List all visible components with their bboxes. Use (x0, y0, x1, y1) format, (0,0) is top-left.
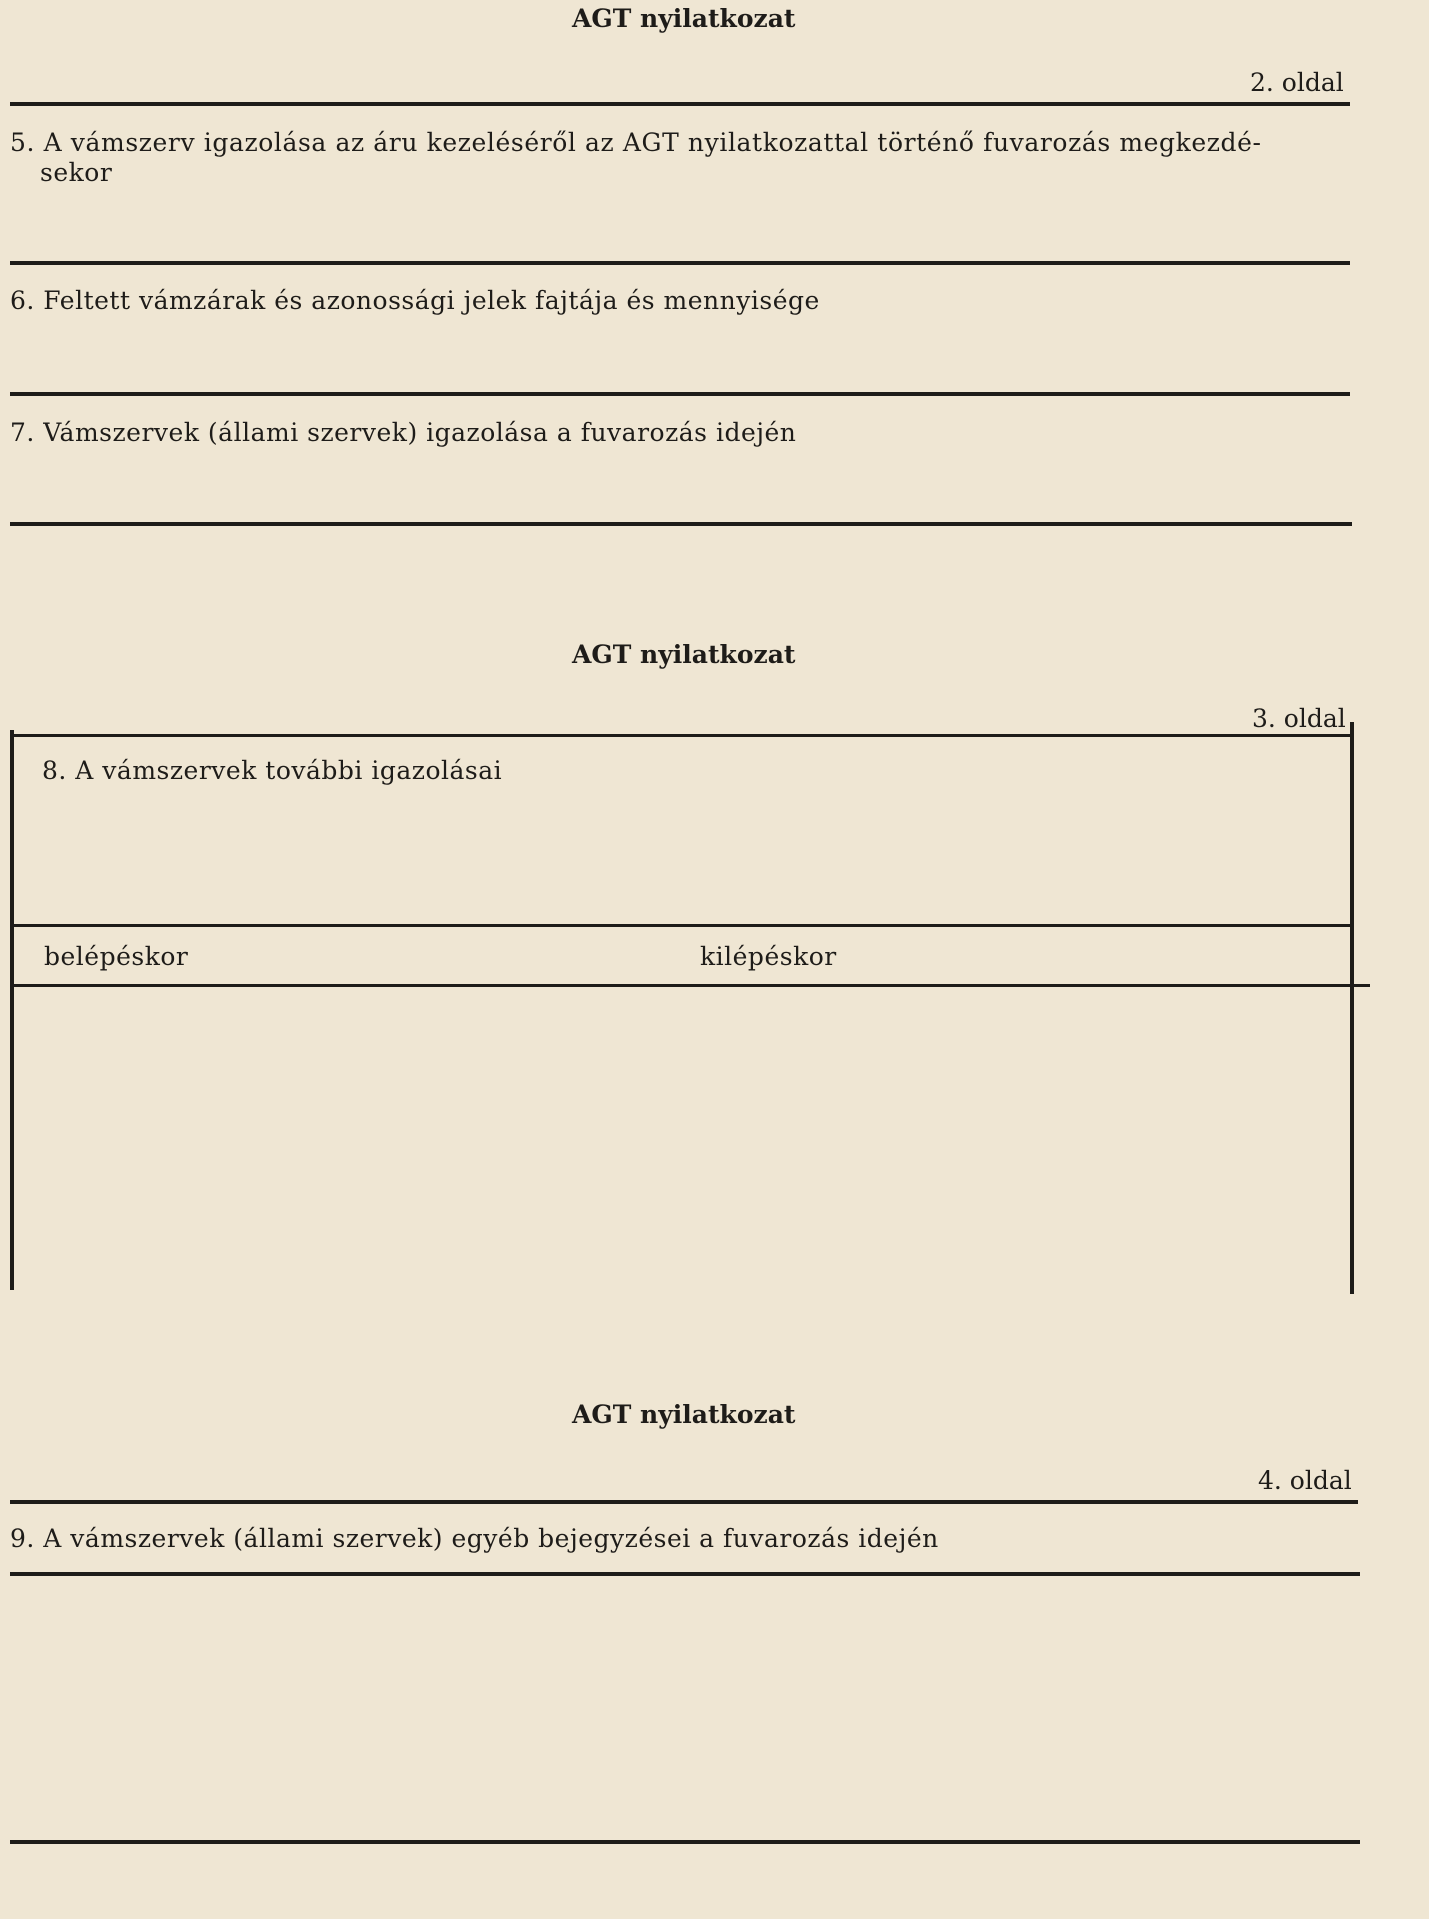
page4-top-rule (10, 1500, 1358, 1504)
page3-page-number: 3. oldal (1252, 704, 1346, 733)
section7-bottom-rule (10, 522, 1352, 526)
section8-divider (10, 924, 1354, 927)
section8-label: 8. A vámszervek további igazolásai (42, 756, 503, 785)
section6-label: 6. Feltett vámzárak és azonossági jelek fajtája és mennyisége (10, 286, 820, 315)
section5-label-line2: sekor (40, 158, 113, 187)
page4-page-number: 4. oldal (1258, 1466, 1352, 1495)
section9-label: 9. A vámszervek (állami szervek) egyéb bejegyzései a fuvarozás idején (10, 1524, 939, 1553)
page2-top-rule (10, 102, 1350, 106)
page2-page-number: 2. oldal (1250, 68, 1344, 97)
column-header-rule (10, 984, 1370, 987)
section5-label-line1: 5. A vámszerv igazolása az áru kezeléséről az AGT nyilatkozattal történő fuvarozás megkezdé- (10, 128, 1262, 157)
section9-bottom-rule (10, 1840, 1360, 1844)
section6-bottom-rule (10, 392, 1350, 396)
column-entry-label: belépéskor (44, 942, 189, 971)
section8-box-right (1350, 722, 1354, 1294)
page2-header: AGT nyilatkozat (572, 4, 796, 33)
section8-box-top (10, 734, 1354, 737)
section8-box-left (10, 730, 14, 1290)
section5-bottom-rule (10, 261, 1350, 265)
page3-header: AGT nyilatkozat (572, 640, 796, 669)
section7-label: 7. Vámszervek (állami szervek) igazolása a fuvarozás idején (10, 418, 797, 447)
page4-header: AGT nyilatkozat (572, 1400, 796, 1429)
section9-rule (10, 1572, 1360, 1576)
column-exit-label: kilépéskor (700, 942, 837, 971)
